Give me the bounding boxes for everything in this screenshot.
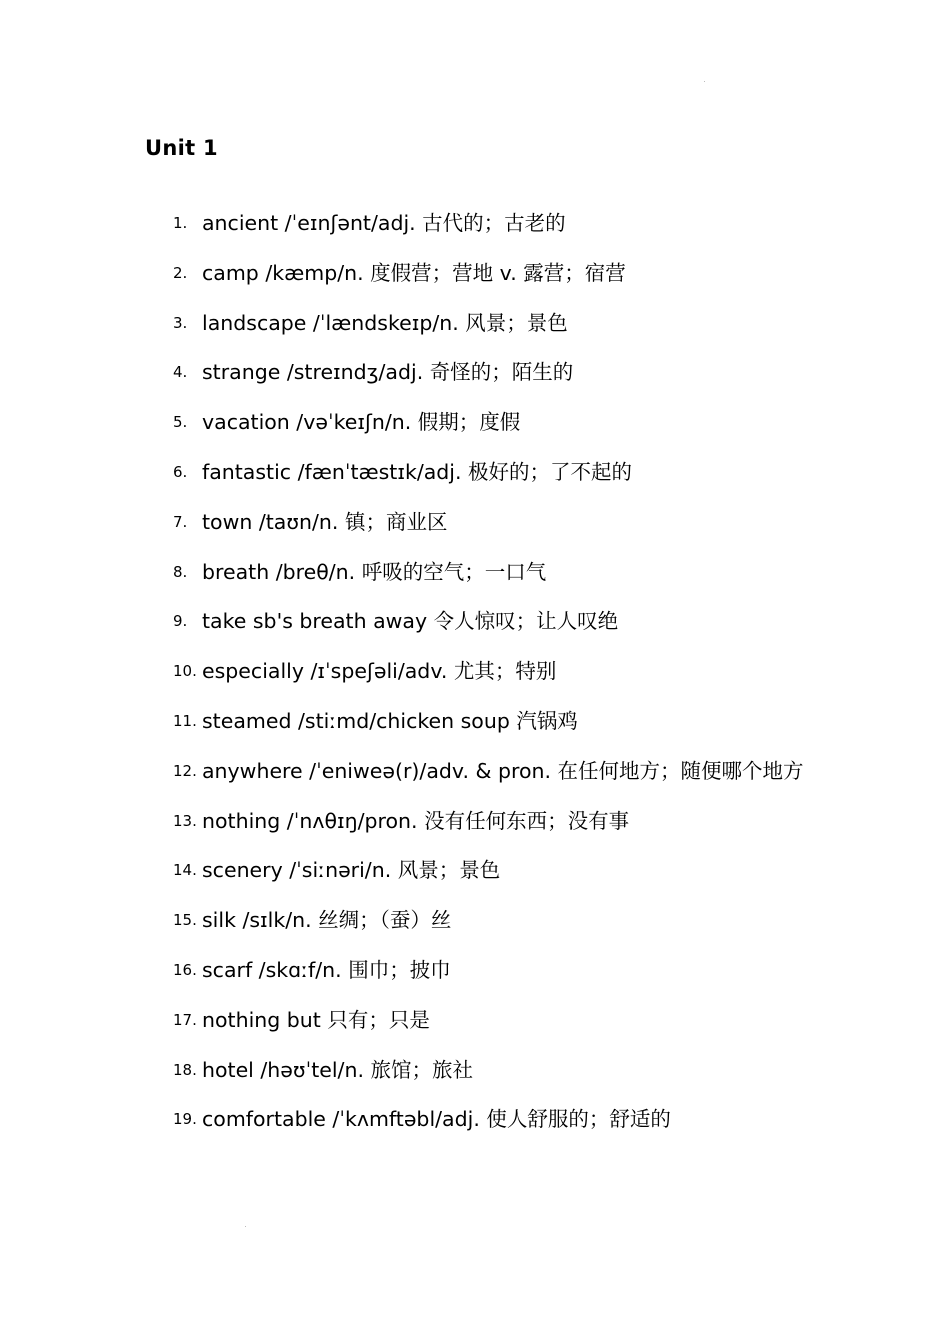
vocabulary-list [0, 199, 950, 1145]
vocab-item [0, 398, 950, 448]
item-number: 8. [173, 562, 188, 581]
vocab-item [0, 1095, 950, 1145]
item-text: breath /breθ/n. 呼吸的空气；一口气 [202, 559, 547, 584]
vocab-item [0, 348, 950, 398]
item-number: 17. [173, 1010, 197, 1029]
item-number: 19. [173, 1110, 197, 1129]
item-number: 1. [173, 214, 188, 232]
item-text: comfortable /ˈkʌmftəbl/adj. 使人舒服的；舒适的 [202, 1107, 671, 1132]
vocab-item [0, 299, 950, 349]
item-number: 13. [173, 811, 197, 830]
vocab-item [0, 747, 950, 797]
item-number: 16. [173, 960, 197, 979]
item-text: anywhere /ˈeniweə(r)/adv. & pron. 在任何地方；随便哪个地方 [202, 758, 804, 783]
vocab-item [0, 1046, 950, 1096]
item-text: nothing /ˈnʌθɪŋ/pron. 没有任何东西；没有事 [202, 808, 630, 833]
item-text: strange /streɪndʒ/adj. 奇怪的；陌生的 [202, 360, 574, 385]
item-number: 14. [173, 861, 197, 880]
vocab-item [0, 199, 950, 249]
item-text: steamed /stiːmd/chicken soup 汽锅鸡 [202, 708, 578, 733]
scan-speck [245, 1226, 246, 1227]
item-text: camp /kæmp/n. 度假营；营地 v. 露营；宿营 [202, 260, 626, 285]
item-number: 10. [173, 662, 197, 681]
item-text: scenery /ˈsiːnəri/n. 风景；景色 [202, 858, 501, 883]
item-text: scarf /skɑːf/n. 围巾；披巾 [202, 957, 451, 982]
vocab-item [0, 946, 950, 996]
item-number: 6. [173, 462, 188, 481]
item-number: 12. [173, 761, 197, 780]
vocab-item [0, 597, 950, 647]
item-text: silk /sɪlk/n. 丝绸；（蚕）丝 [202, 908, 452, 933]
item-number: 11. [173, 711, 197, 730]
item-number: 2. [173, 263, 188, 282]
item-text: vacation /vəˈkeɪʃn/n. 假期；度假 [202, 410, 521, 435]
scan-speck [704, 81, 705, 82]
unit-title: Unit 1 [145, 136, 218, 160]
item-number: 5. [173, 413, 188, 432]
item-text: especially /ɪˈspeʃəli/adv. 尤其；特别 [202, 659, 557, 684]
item-number: 15. [173, 911, 197, 930]
vocab-item [0, 846, 950, 896]
item-number: 7. [173, 512, 188, 531]
item-text: nothing but 只有；只是 [202, 1007, 430, 1032]
item-text: landscape /ˈlændskeɪp/n. 风景；景色 [202, 310, 568, 335]
item-number: 18. [173, 1060, 197, 1079]
item-text: town /taʊn/n. 镇；商业区 [202, 509, 448, 534]
vocab-item [0, 448, 950, 498]
vocab-item [0, 498, 950, 548]
vocab-item [0, 697, 950, 747]
vocab-item [0, 896, 950, 946]
vocab-item [0, 548, 950, 598]
vocab-item [0, 797, 950, 847]
item-text: hotel /həʊˈtel/n. 旅馆；旅社 [202, 1057, 473, 1082]
vocab-item [0, 249, 950, 299]
item-number: 3. [173, 313, 188, 332]
item-number: 4. [173, 363, 188, 382]
item-number: 9. [173, 612, 188, 631]
item-text: take sb's breath away 令人惊叹；让人叹绝 [202, 609, 619, 634]
item-text: ancient /ˈeɪnʃənt/adj. 古代的；古老的 [202, 211, 566, 235]
vocab-item [0, 647, 950, 697]
vocab-item [0, 996, 950, 1046]
item-text: fantastic /fænˈtæstɪk/adj. 极好的；了不起的 [202, 459, 633, 484]
